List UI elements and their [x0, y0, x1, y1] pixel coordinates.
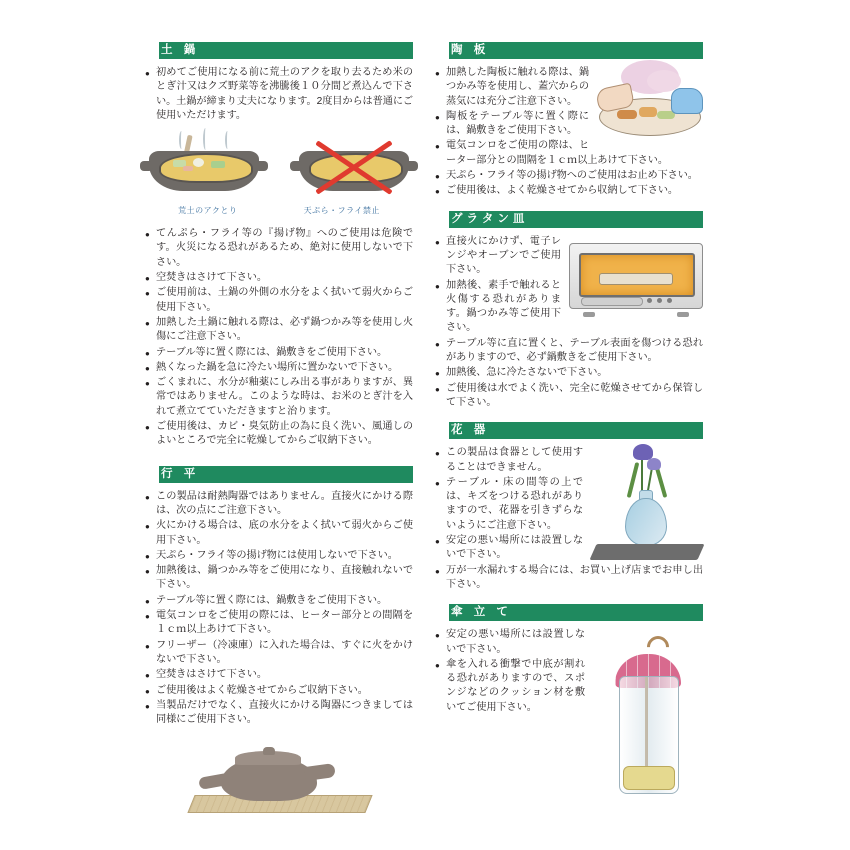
- right-column: [435, 42, 703, 796]
- section-gratin: [435, 211, 703, 412]
- header-notch: [435, 42, 449, 59]
- pot-frying-prohibited-icon: [295, 131, 413, 201]
- section-yukihira: [145, 466, 413, 814]
- list-item: ● 万が一水漏れする場合には、お買い上げ店までお申し出下さい。: [435, 564, 703, 593]
- list-item: ● この製品は食器として使用することはできません。: [435, 446, 703, 475]
- list-item: ● 加熱後、素手で触れると火傷する恐れがあります。鍋つかみ等ご使用下さい。: [435, 279, 703, 336]
- steam-icon: [203, 128, 208, 150]
- section-header-gratin: [435, 211, 703, 228]
- list-item: ● ご使用後は、カビ・臭気防止の為に良く洗い、風通しのよいところで完全に乾燥してからご収納下さい。: [145, 420, 413, 449]
- cushion-material: [623, 766, 675, 790]
- list-item: ● 当製品だけでなく、直接火にかける陶器につきましては同様にご使用下さい。: [145, 699, 413, 728]
- pot-handle-right: [255, 161, 268, 171]
- donabe-figure-captions: [145, 205, 413, 216]
- touban-notes: [435, 66, 703, 199]
- section-header-kasatate: [435, 604, 703, 621]
- list-item: ● テーブル等に直に置くと、テーブル表面を傷つける恐れがありますので、必ず鍋敷きをご使用下さい。: [435, 337, 703, 366]
- header-notch: [435, 604, 449, 621]
- yukihira-notes: [145, 490, 413, 728]
- section-kaki: [435, 422, 703, 593]
- pot-simmering-icon: [145, 131, 263, 201]
- list-item: ● ごくまれに、水分が釉薬にしみ出る事がありますが、異常ではありません。このような時は、お米のとぎ汁を入れて煮立てていただきますと治ります。: [145, 376, 413, 419]
- section-title-gratin: グラタン皿: [451, 212, 529, 225]
- pot-handle-right: [405, 161, 418, 171]
- section-touban: [435, 42, 703, 200]
- list-item: ● 電気コンロをご使用の際は、ヒーター部分との間隔を１ｃｍ以上あけて下さい。: [435, 139, 703, 168]
- pot-spout: [304, 763, 336, 781]
- list-item: ● 加熱した土鍋に触れる際は、必ず鍋つかみ等を使用し火傷にご注意下さい。: [145, 316, 413, 345]
- section-header-kaki: [435, 422, 703, 439]
- list-item: ● 天ぷら・フライ等の揚げ物へのご使用はお止め下さい。: [435, 169, 703, 183]
- list-item: ● この製品は耐熱陶器ではありません。直接火にかける際は、次の点にご注意下さい。: [145, 490, 413, 519]
- header-notch: [435, 211, 449, 228]
- section-title-yukihira: 行 平: [161, 467, 200, 480]
- left-column: [145, 42, 413, 813]
- steam-icon: [179, 131, 184, 149]
- section-title-kasatate: 傘 立 て: [451, 606, 512, 619]
- list-item: ● 空焚きはさけて下さい。: [145, 271, 413, 285]
- section-header-touban: [435, 42, 703, 59]
- list-item: ● 熱くなった鍋を急に冷たい場所に置かないで下さい。: [145, 361, 413, 375]
- lid-knob: [263, 747, 275, 755]
- section-title-donabe: 土 鍋: [161, 44, 200, 56]
- header-notch: [145, 42, 159, 59]
- list-item: ● ご使用前は、土鍋の外側の水分をよく拭いて弱火からご使用下さい。: [145, 286, 413, 315]
- list-item: ● ご使用後はよく乾燥させてからご収納下さい。: [145, 684, 413, 698]
- list-item: ● 傘を入れる衝撃で中底が割れる恐れがありますので、スポンジなどのクッション材を敷いてご使用下さい。: [435, 658, 703, 715]
- list-item: ● てんぷら・フライ等の『揚げ物』へのご使用は危険です。火災になる恐れがあるため、絶対に使用しないで下さい。: [145, 227, 413, 270]
- caption-aku-removal: 荒土のアクとり: [178, 206, 238, 216]
- soup-ingredients: [171, 157, 237, 173]
- gratin-notes: [435, 235, 703, 411]
- donabe-notes-bottom: [145, 227, 413, 448]
- list-item: ● テーブル等に置く際には、鍋敷きをご使用下さい。: [145, 346, 413, 360]
- list-item: ● 加熱後は、鍋つかみ等をご使用になり、直接触れないで下さい。: [145, 564, 413, 593]
- steam-icon: [225, 131, 230, 149]
- list-item: ● ご使用後は、よく乾燥させてから収納して下さい。: [435, 184, 703, 198]
- list-item: ● 空焚きはさけて下さい。: [145, 668, 413, 682]
- yukihira-pot-illustration: [179, 735, 379, 813]
- caption-frying-prohibited: 天ぷら・フライ禁止: [303, 206, 380, 216]
- list-item: ● テーブル等に置く際には、鍋敷きをご使用下さい。: [145, 594, 413, 608]
- header-notch: [435, 422, 449, 439]
- list-item: ● 電気コンロをご使用の際には、ヒーター部分との間隔を１ｃｍ以上あけて下さい。: [145, 609, 413, 638]
- list-item: ● 初めてご使用になる前に荒土のアクを取り去るため米のとぎ汁又はクズ野菜等を沸騰後１０分間ど煮込んで下さい。土鍋が締まり丈夫になります。2度目からは普通にご使用いただけます。: [145, 66, 413, 123]
- section-title-kaki: 花 器: [451, 424, 490, 437]
- list-item: ● テーブル・床の間等の上では、キズをつける恐れがありますので、花器を引きずらないようにご注意下さい。: [435, 476, 703, 533]
- section-donabe: [145, 42, 413, 449]
- list-item: ● 天ぷら・フライ等の揚げ物には使用しないで下さい。: [145, 549, 413, 563]
- donabe-illustration: [145, 131, 413, 203]
- kaki-notes: [435, 446, 703, 592]
- section-title-touban: 陶 板: [451, 44, 490, 56]
- list-item: ● 安定の悪い場所には設置しないで下さい。: [435, 534, 703, 563]
- pot-handle-left: [140, 161, 153, 171]
- list-item: ● 安定の悪い場所には設置しないで下さい。: [435, 628, 703, 657]
- donabe-notes-top: [145, 66, 413, 123]
- list-item: ● ご使用後は水でよく洗い、完全に乾燥させてから保管して下さい。: [435, 382, 703, 411]
- list-item: ● 加熱後、急に冷たさないで下さい。: [435, 366, 703, 380]
- kasatate-notes: [435, 628, 703, 715]
- section-header-donabe: [145, 42, 413, 59]
- list-item: ● フリーザー（冷凍庫）に入れた場合は、すぐに火をかけないで下さい。: [145, 639, 413, 668]
- list-item: ● 陶板をテーブル等に置く際には、鍋敷きをご使用下さい。: [435, 110, 703, 139]
- pot-contents-oil: [309, 153, 403, 183]
- two-column-layout: [145, 42, 705, 813]
- pot-handle-left: [290, 161, 303, 171]
- list-item: ● 火にかける場合は、底の水分をよく拭いて弱火からご使用下さい。: [145, 519, 413, 548]
- section-kasatate: [435, 604, 703, 796]
- section-header-yukihira: [145, 466, 413, 483]
- list-item: ● 直接火にかけず、電子レンジやオーブンでご使用下さい。: [435, 235, 703, 278]
- list-item: ● 加熱した陶板に触れる際は、鍋つかみ等を使用し、蓋穴からの蒸気には充分ご注意下さい。: [435, 66, 703, 109]
- header-notch: [145, 466, 159, 483]
